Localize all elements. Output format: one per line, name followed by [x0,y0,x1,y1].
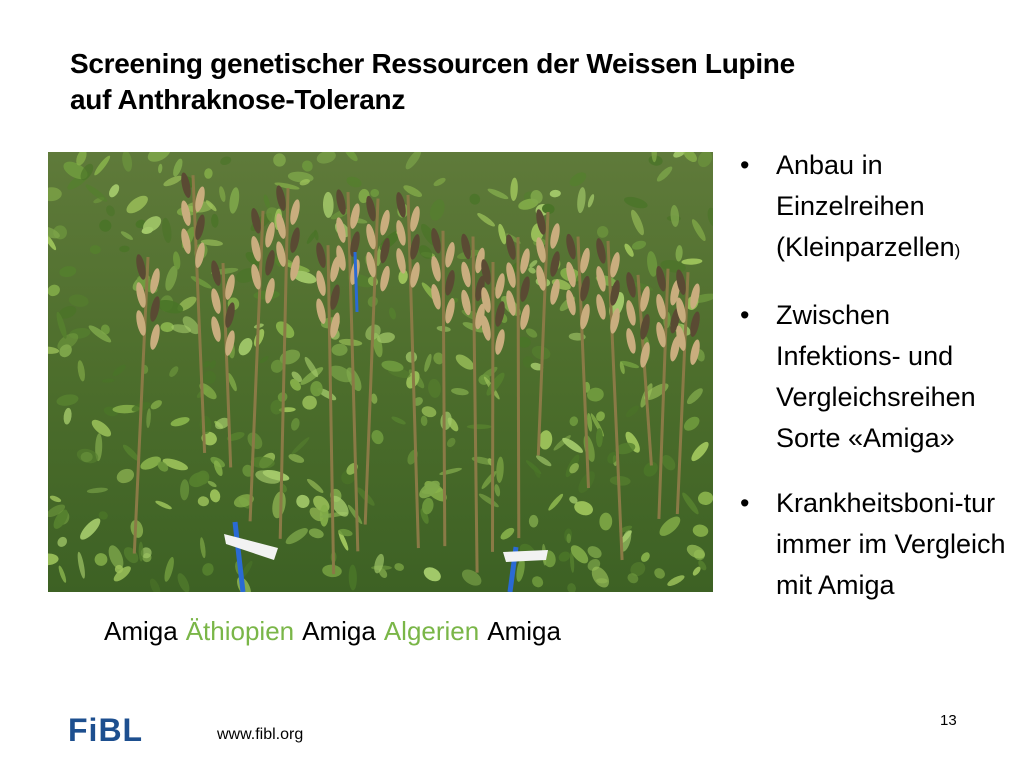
leaf [567,534,572,544]
leaf [467,424,492,429]
bullet-suffix: ) [954,241,961,260]
bullet-item-zwischen [740,295,1010,459]
bullet-text: Anbau in Einzelreihen (Kleinparzellen [776,150,955,262]
title-line-2: auf Anthraknose-Toleranz [70,84,406,115]
bullet-text: Krankheitsboni-tur immer im Vergleich mit Amiga [776,488,1006,600]
lupine-stalk [518,237,519,538]
lupine-field-photo [48,152,713,592]
caption-aethiopien: Äthiopien [185,616,295,646]
title-line-1: Screening genetischer Ressourcen der Weissen Lupine [70,48,795,79]
bullet-dot-icon: • [740,300,750,330]
lupine-stalk [443,231,445,546]
photo-caption [104,616,569,647]
bullet-dot-icon: • [740,150,750,180]
bullet-item-krankheitsbonitur [740,483,1010,606]
bullet-text: Zwischen Infektions- und Vergleichsreihen Sorte «Amiga» [776,300,976,453]
page-number: 13 [940,712,957,729]
caption-algerien: Algerien [383,616,480,646]
bullet-list [740,145,1010,630]
leaf [596,428,603,447]
fibl-logo: FiBL [68,712,144,748]
slide-title [70,46,970,118]
caption-amiga-2: Amiga [302,616,376,646]
leaf [529,515,538,528]
caption-amiga-3: Amiga [487,616,561,646]
lupine-field-illustration [48,152,713,592]
leaf [310,381,322,396]
website-url: www.fibl.org [217,726,304,743]
caption-amiga-1: Amiga [104,616,178,646]
bullet-item-anbau [740,145,1010,271]
plot-marker-back [355,252,357,312]
bullet-dot-icon: • [740,488,750,518]
lupine-stalk [493,262,494,552]
